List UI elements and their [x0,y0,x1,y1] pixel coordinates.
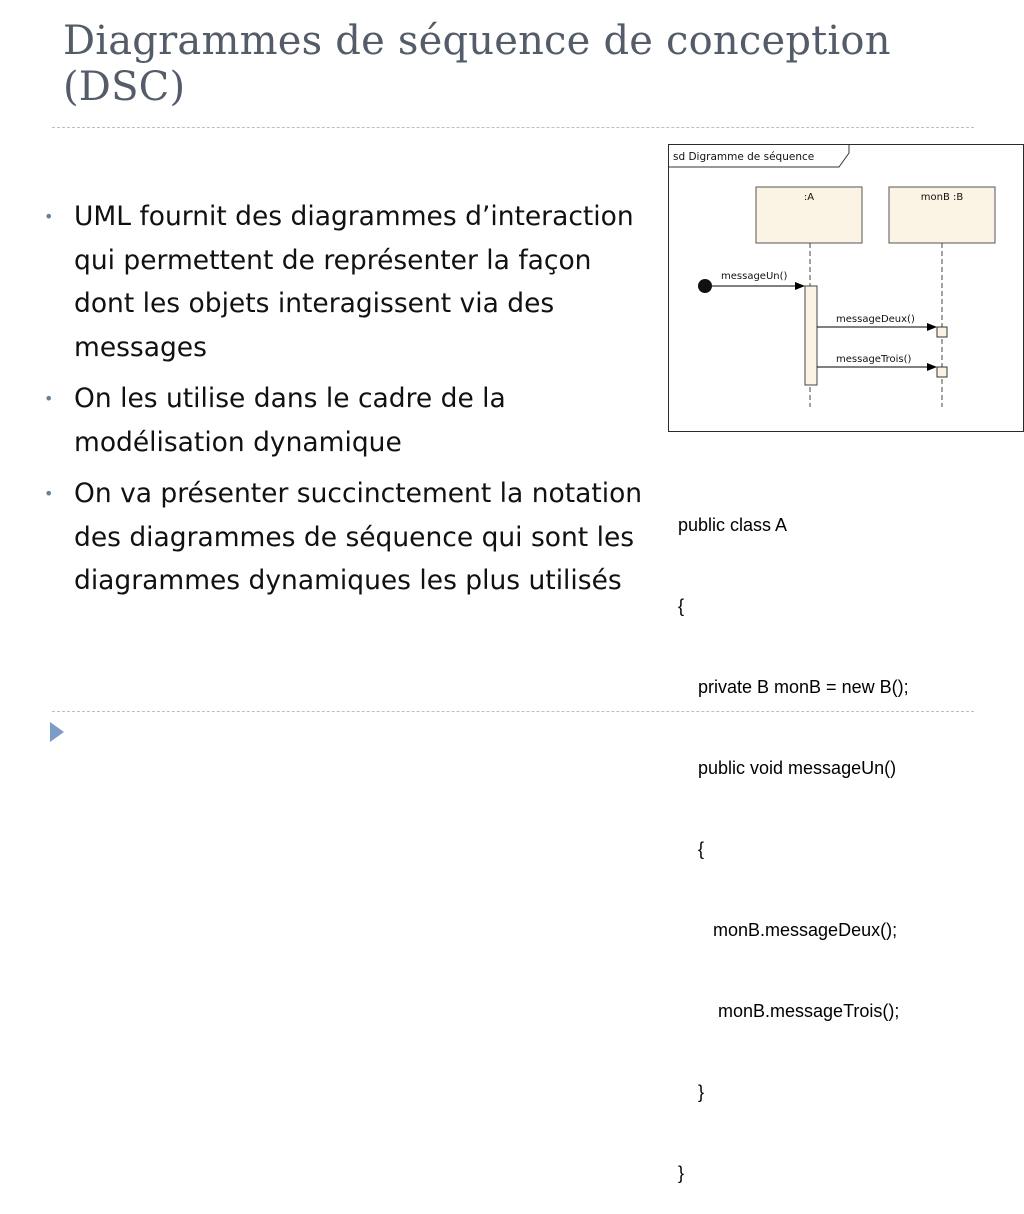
code-line: monB.messageDeux(); [678,920,898,940]
play-arrow-icon[interactable] [50,722,64,742]
code-line: public class A [678,515,788,535]
code-line: } [678,1082,705,1102]
frame-label: sd Digramme de séquence [673,151,815,163]
sequence-diagram [668,144,1024,432]
top-divider [52,127,974,128]
execution-spec-b-2 [937,367,947,377]
sequence-diagram-svg [669,145,1024,433]
code-line: { [678,839,705,859]
bullet-dot-icon: • [44,207,54,226]
activation-bar-a [805,286,817,385]
bullet-item [44,472,649,603]
execution-spec-b-1 [937,327,947,337]
code-line: private B monB = new B(); [678,677,909,697]
bullet-text: On va présenter succinctement la notation des diagrammes de séquence qui sont les diagrammes dynamiques les plus utilisés [74,478,643,596]
message-deux-label: messageDeux() [836,314,915,325]
code-line: { [678,596,685,616]
bullet-text: On les utilise dans le cadre de la modélisation dynamique [74,383,506,458]
bullet-item [44,195,649,369]
code-block [678,458,1018,1214]
code-line: public void messageUn() [678,758,897,778]
lifeline-a-label: :A [803,192,815,203]
bullet-item [44,377,649,464]
bullet-text: UML fournit des diagrammes d’interaction qui permettent de représenter la façon dont les objets interagissent via des messages [74,201,634,363]
message-trois-label: messageTrois() [836,354,912,365]
slide-title-line-2: (DSC) [63,64,186,110]
initial-node-icon [698,279,712,293]
slide-title-line-1: Diagrammes de séquence de conception [63,18,891,64]
message-un-label: messageUn() [721,271,788,282]
lifeline-b-label: monB :B [920,192,964,203]
slide-title [63,18,1003,110]
bullet-dot-icon: • [44,484,54,503]
code-line: } [678,1163,685,1183]
bottom-divider [52,711,974,712]
bullet-list [44,195,649,611]
bullet-dot-icon: • [44,389,54,408]
code-line: monB.messageTrois(); [678,1001,900,1021]
